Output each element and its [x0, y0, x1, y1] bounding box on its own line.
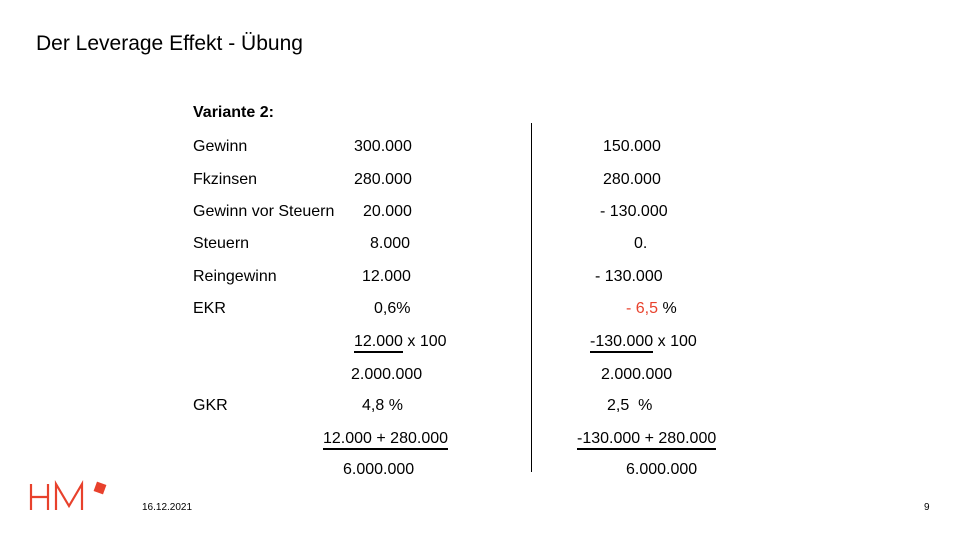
row-label-reingewinn: Reingewinn [193, 268, 277, 285]
gkr-formula-a-numerator [323, 430, 448, 448]
gkr-formula-b-denominator: 6.000.000 [626, 461, 698, 478]
ekr-value-b [626, 300, 677, 318]
row-label-gkr: GKR [193, 397, 228, 414]
ekr-value-b-unit: % [658, 300, 677, 317]
gkr-value-b: 2,5 % [607, 397, 653, 414]
fkzinsen-value-a: 280.000 [354, 171, 412, 188]
gkr-value-a: 4,8 % [362, 397, 403, 414]
ekr-formula-a-numerator [354, 333, 447, 351]
gewinn-value-a: 300.000 [354, 138, 412, 155]
gkr-formula-b-numerator-text: -130.000 + 280.000 [577, 430, 716, 450]
gkr-formula-a-numerator-text: 12.000 + 280.000 [323, 430, 448, 450]
slide-title: Der Leverage Effekt - Übung [36, 32, 303, 55]
ekr-formula-b-denominator: 2.000.000 [601, 366, 673, 383]
row-label-gewinn: Gewinn [193, 138, 248, 155]
steuern-value-a: 8.000 [370, 235, 411, 252]
reingewinn-value-b: - 130.000 [595, 268, 663, 285]
ekr-formula-b-numerator [590, 333, 697, 351]
hm-logo-icon [28, 478, 118, 518]
ekr-formula-a-numerator-factor: x 100 [402, 333, 447, 350]
gewinn-value-b: 150.000 [603, 138, 661, 155]
column-divider [531, 123, 532, 472]
ekr-formula-a-numerator-underlined: 12.000 [354, 333, 403, 353]
gkr-formula-b-numerator [577, 430, 716, 448]
fkzinsen-value-b: 280.000 [603, 171, 661, 188]
ekr-formula-a-denominator: 2.000.000 [351, 366, 423, 383]
steuern-value-b: 0. [634, 235, 648, 252]
footer-date: 16.12.2021 [142, 502, 193, 513]
page-number: 9 [924, 502, 930, 513]
variant-heading: Variante 2: [193, 104, 274, 121]
gkr-formula-a-denominator: 6.000.000 [343, 461, 415, 478]
ekr-value-a: 0,6% [374, 300, 411, 317]
ekr-formula-b-numerator-factor: x 100 [653, 333, 697, 350]
row-label-fkzinsen: Fkzinsen [193, 171, 258, 188]
gewinn-vor-steuern-value-a: 20.000 [363, 203, 412, 220]
hm-logo [28, 478, 118, 518]
row-label-ekr: EKR [193, 300, 226, 317]
gewinn-vor-steuern-value-b: - 130.000 [600, 203, 668, 220]
ekr-value-b-number: - 6,5 [626, 300, 659, 317]
ekr-formula-b-numerator-underlined: -130.000 [590, 333, 653, 353]
row-label-gewinn-vor-steuern: Gewinn vor Steuern [193, 203, 335, 220]
row-label-steuern: Steuern [193, 235, 250, 252]
reingewinn-value-a: 12.000 [362, 268, 411, 285]
